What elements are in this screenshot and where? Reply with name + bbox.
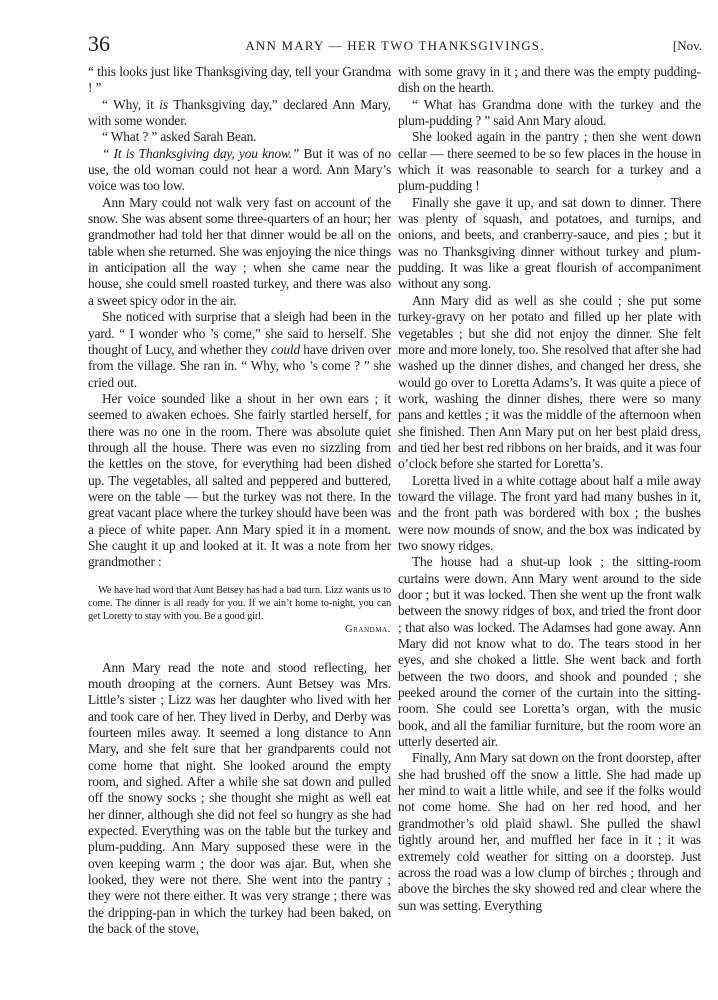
- paragraph: Her voice sounded like a shout in her own ears ; it seemed to awaken echoes. She fairly startled herself, for there was no one in the room. There was absolute quiet through all the house. There was even no sizzling from the kettles on the stove, for everything had been dished up. The vegetables, all salted and peppered and buttered, were on the table — but the turkey was not there. In the great vacant place where the turkey should have been was a piece of white paper. Ann Mary spied it in a moment. She caught it up and looked at it. It was a note from her grandmother :: [88, 390, 391, 570]
- left-column: [88, 64, 391, 938]
- paragraph: Ann Mary could not walk very fast on account of the snow. She was absent some three-quarters of an hour; her grandmother had told her that dinner would be all on the table when she returned. She was enjoying the nice things in anticipation all the way ; when she came near the house, she could smell roasted turkey, and there was also a sweet spicy odor in the air.: [88, 194, 391, 308]
- paragraph: Ann Mary did as well as she could ; she put some turkey-gravy on her potato and filled up her plate with vegetables ; but she did not enjoy the dinner. She felt more and more lonely, too. She resolved that after she had washed up the dinner dishes, and changed her dress, she would go over to Loretta Adams’s. It was quite a piece of work, washing the dinner dishes, there were so many pans and kettles ; it was the middle of the afternoon when she finished. Then Ann Mary put on her best plaid dress, and tied her best red ribbons on her braids, and it was four o’clock before she started for Loretta’s.: [398, 292, 701, 472]
- right-column: [398, 64, 701, 914]
- page-header: [88, 33, 702, 59]
- grandmother-note: [88, 584, 391, 636]
- paragraph: She looked again in the pantry ; then she went down cellar — there seemed to be so few places in the house in which it was reasonable to search for a turkey and a plum-pudding !: [398, 129, 701, 194]
- issue-month: [Nov.: [672, 38, 702, 53]
- paragraph: The house had a shut-up look ; the sitting-room curtains were down. Ann Mary went around to the side door ; but it was locked. Then she went up the front walk between the snowy ridges of box, and tried the front door ; that also was locked. The Adamses had gone away. Ann Mary did not know what to do. The tears stood in her eyes, and she choked a little. She went back and forth between the two doors, and shook and pounded ; she peeked around the corner of the curtain into the sitting-room. She could see Loretta’s organ, with the music book, and all the familiar furniture, but the room wore an utterly deserted air.: [398, 554, 701, 750]
- note-body: We have had word that Aunt Betsey has had a bad turn. Lizz wants us to come. The dinner is all ready for you. If we ain’t home to-night, you can get Loretty to stay with you. Be a good girl.: [88, 584, 391, 622]
- running-title: ANN MARY — HER TWO THANKSGIVINGS.: [245, 38, 545, 53]
- paragraph: “ What ? ” asked Sarah Bean.: [102, 129, 257, 145]
- paragraph: Ann Mary read the note and stood reflecting, her mouth drooping at the corners. Aunt Betsey was Mrs. Little’s sister ; Lizz was her daughter who lived with her and took care of her. They lived in Derby, and Derby was fourteen miles away. It seemed a long distance to Ann Mary, and she felt sure that her grandparents could not come home that night. She looked around the empty room, and sighed. After a while she sat down and pulled off the snowy socks ; she thought she might as well eat her dinner, although she did not feel so hungry as she had expected. Everything was on the table but the turkey and plum-pudding. Ann Mary supposed these were in the oven keeping warm ; the door was ajar. But, when she looked, they were not there. She went into the pantry ; they were not there either. It was very strange ; there was the dripping-pan in which the turkey had been baked, on the back of the stove,: [88, 659, 391, 937]
- page-number: 36: [88, 31, 110, 56]
- paragraph: with some gravy in it ; and there was the empty pudding-dish on the hearth.: [398, 64, 701, 96]
- paragraph: “ Why, it is Thanksgiving day,” declared Ann Mary, with some wonder.: [88, 96, 391, 129]
- paragraph: Finally she gave it up, and sat down to dinner. There was plenty of squash, and potatoes, and turnips, and onions, and beets, and cranberry-sauce, and pies ; but it was no Thanksgiving dinner without turkey and plum-pudding. It was like a great flourish of accompaniment without any song.: [398, 194, 701, 292]
- paragraph: “ What has Grandma done with the turkey and the plum-pudding ? ” said Ann Mary aloud.: [398, 96, 701, 129]
- paragraph: She noticed with surprise that a sleigh had been in the yard. “ I wonder who ’s come,” she said to herself. She thought of Lucy, and whether they could have driven over from the village. She ran in. “ Why, who ’s come ? ” she cried out.: [88, 309, 391, 390]
- paragraph: Loretta lived in a white cottage about half a mile away toward the village. The front yard had many bushes in it, and the front path was bordered with box ; the bushes were now mounds of snow, and the box was indicated by two snowy ridges.: [398, 472, 701, 553]
- paragraph: “ It is Thanksgiving day, you know.” But it was of no use, the old woman could not hear a word. Ann Mary’s voice was too low.: [88, 145, 391, 194]
- paragraph: “ this looks just like Thanksgiving day, tell your Grandma ! ”: [88, 64, 391, 96]
- paragraph: Finally, Ann Mary sat down on the front doorstep, after she had brushed off the snow a little. She had made up her mind to wait a little while, and see if the folks would not come home. She had on her red hood, and her grandmother’s old plaid shawl. She pulled the shawl tightly around her, and muffled her face in it ; it was extremely cold weather for sitting on a doorstep. Just across the road was a low clump of birches ; through and above the birches the sky showed red and clear where the sun was setting. Everything: [398, 750, 701, 913]
- note-signature: Grandma.: [344, 623, 391, 635]
